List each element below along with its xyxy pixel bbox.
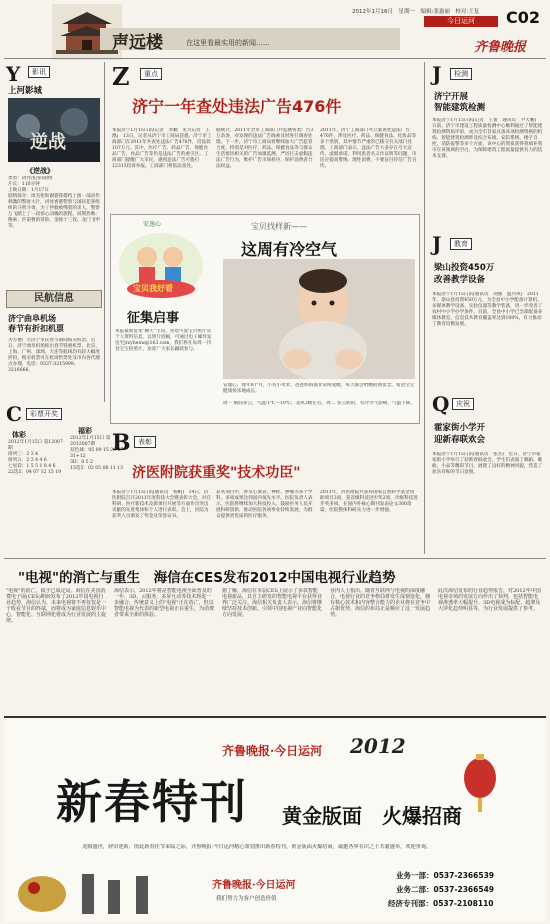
section-letter: J [432,62,442,86]
poster-title: 逆战 [30,132,66,153]
article-col-3: 2011年，济宁工商部门共立案查处违法广告476件，涉及医疗、药品、保健食品、化妆品等多个类别，其中情节严重的已移交有关部门处理。工商部门表示，违法广告大多存在夸大宣传、虚假承诺、利用患者名义作证明等问题，市民应提高警惕，理性消费，不要盲目轻信广告宣传。 [320,128,417,169]
badge-caption: 宝贝我好看 [133,284,173,293]
section-badge: 今日运河 [424,16,498,27]
paper-logo: 齐鲁晚报 [474,40,527,55]
baby-badge [115,221,207,301]
zhengji-title: 征集启事 [127,311,180,326]
biaobing-section [110,430,418,554]
ces-col-2: 海信表示，2012年将是智能电视全面普及的一年，3D、云服务、多屏互动等技术将进一步融合。传统意义上的"电视"正在消亡，但以智能电视为代表的新型电视正在重生，为消费者带来全新的体验。 [114,588,214,618]
section-letter: Y [6,62,21,86]
jiaoyu-section [430,234,546,384]
badge-child-name: 安逸心 [143,221,162,228]
qingzhu-section [430,394,546,554]
page-number: C02 [506,8,541,27]
article-body: 本报济宁1月15日讯(通讯员 刘强 温丹凤) 2011年，梁山县投资450万元，为全县中小学配备计算机、多媒体教学设备、实验仪器等教学装备，进一步改善了农村中小学办学条件。目前，全县中小学已全部配备多媒体教室，信息技术教育覆盖率达到100%，有力推动了教育均衡发展。 [432,292,543,327]
article-col-2: 获奖项目中，涉及心血管、神经、肿瘤等多个学科，多项成果达到国内领先水平。医院负责人表示，医院将继续加大科技投入，鼓励医务人员开展科研创新，推动医院各项事业持续发展，为群众提供更优质的医疗服务。 [216,490,313,519]
section-tag: 教育 [450,238,472,250]
section-tag: 重点 [140,68,162,80]
civil-aviation-banner [6,290,102,308]
ces-col-5: 此次海信发布的行业趋势报告，对2012年中国电视市场的发展方向作出了预判，包括智能电视渗透率大幅提升、3D电视成为标配、超薄及大屏化趋势明显等，为行业发展提供了参考。 [438,588,541,612]
cinema-title: 上河影城 [8,86,43,96]
movie-info: 类型：动作/犯罪/剧情 片长：110分钟 上映日期：1月17日 剧情简介：周杰伦和谢霆锋搭档上演一部动作刺激的警匪大片，讲述香港警察与国际犯罪组织的斗智斗勇，为了拯救被绑架的亲人，警察万飞踏上了一段惊心动魄的旅程。同期热映：搜索、匹诺曹的冒险、金陵十三钗、龙门飞甲等。 [8,176,100,229]
ces-col-1: "电视"的消亡，似乎已成定局。海信在美国消费电子展(CES)期间发布了2012中国电视行业趋势，海信认为，未来电视将不再仅仅是一个收看节目的终端，而将成为家庭信息娱乐中心，智能化、互联网化将成为行业发展的主旋律。 [6,588,106,624]
zhongdian-section [110,64,418,212]
article-col-2: 据统计，2011年全市工商部门共监测各类广告3万余条，对发现的违法广告线索及时进行调查处理。下一步，济宁市工商局将继续加大广告监管力度，特别是对医疗、药品、保健食品等与群众生活密切相关的广告加强监测，严厉打击虚假违法广告行为，维护广告市场秩序，保护消费者合法权益。 [216,128,314,169]
lion-dance-illustration [12,864,172,920]
ad-phone-3: 经济专刊部：0537-2108110 [388,899,494,908]
jiance-section [430,64,546,214]
channel-title: 声远楼 [112,33,163,53]
new-year-ad [4,716,546,922]
headline: 济宁开展 智能建筑检测 [434,92,486,113]
article-col-1: 本报济宁1月15日讯(记者 李鹏 见习记者 王澳) 13日，记者从济宁市工商局获悉，济宁市工商部门在2011年共查处违法广告476件，罚没款107万元。其中，医疗广告、药品广告、保健食品广告、食品广告等仍是违法广告的重灾区。工商部门提醒广大市民，遇到违法广告可拨打12315投诉举报，工商部门将依法查处。 [112,128,212,169]
ad-big-title: 新春特刊 [56,775,248,829]
section-tag: 表彰 [134,436,156,448]
section-tag: 检测 [450,68,472,80]
headline: 梁山投资450万 改善教学设备 [434,263,495,285]
ces-col-4: 业内人士指出，随着互联网与电视的深度融合，电视行业的竞争格局将发生深刻变化，拥有核心技术和内容整合能力的企业将在竞争中占据优势，海信的布局正是顺应了这一发展趋势。 [330,588,430,618]
ad-bottom-logo: 齐鲁晚报·今日运河 [212,880,296,891]
ces-top-rule [4,558,546,559]
feature-kicker: 宝贝找样新—— [251,222,307,231]
baby-photo-art [223,259,415,379]
masthead [0,0,550,62]
ad-bottom-sub: 我们努力为客户创造价值 [216,896,277,902]
article-col-3: 2011年，济医附院共获得国家自然科学基金资助项目3项，获省级科技进步奖2项，市级科技进步奖多项，在国内外核心期刊发表论文300余篇，医院整体科研实力进一步增强。 [320,490,418,513]
zhengji-body: 本报最新征集"聊天"主角，喜欢可爱宝贝照片及个人资料信息，以照片投稿，可通过电子邮件发送至jrzyhexw@163.com，我们将在每周一刊登宝宝的照片，欢迎广大家长踊跃参与。 [115,329,212,352]
ces-headline: "电视"的消亡与重生 海信在CES发布2012中国电视行业趋势 [18,570,396,586]
ad-logo: 齐鲁晚报·今日运河 [222,744,323,758]
section-letter: Q [432,392,450,416]
sports-lottery-results: 2012年1月15日 第12007期 排列三：2 3 4 排列五：2 3 4 4 6 七星彩：1 5 5 1 8 4 6 22选5：04 07 12 15 19 [8,440,63,475]
ad-dragon-text: 2012 [350,734,406,758]
flight-headline: 济宁曲阜机场 春节有折扣机票 [8,314,64,333]
ad-intro: 龙腾盛世，辞旧迎新。值此新春佳节来临之际，齐鲁晚报·今日运河精心策划推出新春特刊，黄金版面火爆招商，诚邀各界有识之士共襄盛举，欢迎垂询。 [82,844,432,850]
article-body: 本报济宁1月15日讯(记者 王蕾 通讯员 尹大鹏) 日前，济宁市建设工程质量检测中心顺利通过了智能建筑检测资质评审，成为全市首家具备该项检测资格的机构。智能建筑检测涉及综合布线、安防系统、楼宇自控、消防报警等多个方面，该中心的资质获得将填补我市在该领域的空白，为保障建筑工程质量提供有力的技术支撑。 [432,118,543,159]
article-col-1: 本报济宁1月15日讯(通讯员 杨帆) 14日，济医附院召开2011年度科技大会暨表彰大会，对在科研、医疗新技术及新项目开展等方面作出突出贡献的先进集体和个人进行表彰。会上，医院为获奖人员颁发了奖金及荣誉证书。 [112,490,211,519]
headline: 济宁一年查处违法广告476件 [132,97,342,116]
ces-col-3: 据了解，海信在本届CES上展示了多款智能电视新品，其自主研发的智能电视平台获得业界广泛关注。海信相关负责人表示，海信将继续坚持技术创新，引领中国电视产业向智能化方向发展。 [222,588,322,618]
section-tag: 庆祝 [452,398,474,410]
weather-caption: 周一 晴间多云，气温-1℃～10℃，北风3级左右。周二 多云转阴，有冷空气影响，气温下降。 [223,401,415,406]
photo-feature [110,214,420,424]
article-body: 本报济宁1月15日讯(通讯员 张杰) 近日，济宁市霍家街小学举行了迎新春联欢会，学生们表演了舞蹈、歌曲、小品等精彩节目，展现了良好的精神风貌，营造了欢乐祥和的节日氛围。 [432,452,543,475]
ad-phone-2: 业务二部：0537-2366549 [396,885,495,894]
flight-body: 为方便广大济宁市民春节期间购买机票，近日，济宁曲阜机场推出春节特惠机票，北京、上海、广州、深圳、大连等航线均有较大幅度折扣，购买机票可在机场售票处及市内各代理点办理，电话：0537-3215999、3216666。 [8,338,100,373]
headline: 霍家街小学开 迎新春联欢会 [434,423,486,445]
film-section [6,64,100,340]
photo-caption: 安逸心，现年8个月，小名小米米，爸爸妈妈都非常疼爱她，每天都会给她拍照留念，希望宝宝健康快乐地成长。 [223,383,415,394]
welfare-lottery-head: 福彩 [78,427,92,435]
masthead-rule [4,58,546,59]
movie-poster [8,98,100,162]
welfare-lottery-results: 2012年1月15日 第2012007期 双色球：05 09 15 20 27 31+12 3D：8 5 2 15选5：02 05 08 11 13 [70,436,124,471]
section-letter: B [112,430,131,456]
banner-text: 民航信息 [34,293,74,304]
sports-lottery-head: 体彩 [12,431,26,439]
channel-subtitle: 在这里看最实用的新闻…… [186,39,270,47]
section-letter: J [432,232,442,256]
ces-section [6,562,544,712]
section-tag: 彩票开奖 [26,408,62,420]
feature-title: 这周有冷空气 [241,240,338,259]
headline: 济医附院获重奖"技术功臣" [132,465,301,481]
movie-name: 《逆战》 [26,167,54,175]
ad-slogan: 黄金版面 火爆招商 [282,804,462,828]
ad-phone-1: 业务一部：0537-2366539 [396,871,495,880]
column-divider [424,62,425,554]
section-tag: 影讯 [28,66,50,78]
section-letter: Z [112,62,130,91]
section-letter: C [6,402,22,426]
baby-photo [223,259,415,379]
date-line: 2012年1月16日 星期一 编辑:张惠丽 校对:王复 [352,9,480,15]
column-divider [104,62,105,402]
